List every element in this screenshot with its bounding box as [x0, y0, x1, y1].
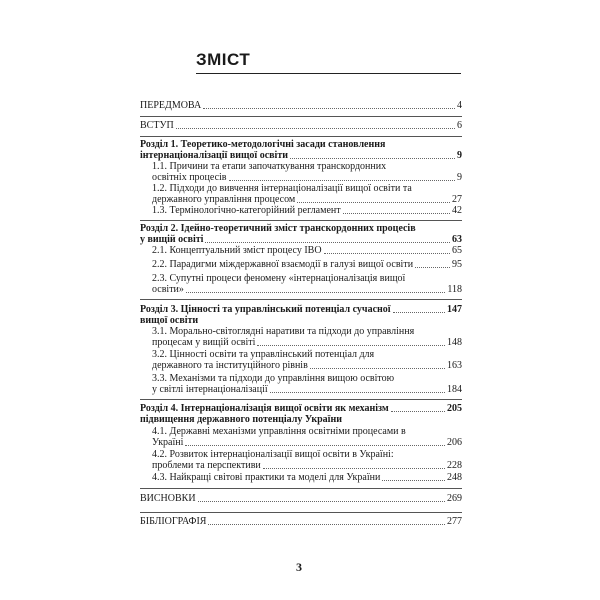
entry-title: ПЕРЕДМОВА: [140, 100, 202, 111]
separator-rule: [140, 136, 462, 137]
leader-dots: [185, 445, 445, 446]
toc-entry-1-1: [140, 172, 462, 183]
separator-rule: [140, 220, 462, 221]
toc-section-4-line1: [140, 403, 462, 414]
entry-title-cont: проблеми та перспективи: [152, 460, 261, 471]
leader-dots: [324, 253, 450, 254]
leader-dots: [382, 480, 445, 481]
toc-section-3-line2: [140, 315, 462, 326]
entry-page: 277: [447, 516, 462, 527]
entry-title: ВСТУП: [140, 120, 174, 131]
page-number: 3: [296, 560, 302, 574]
entry-page: 63: [452, 234, 462, 245]
toc-entry-4-1-line1: [140, 426, 462, 437]
toc-section-2-line1: [140, 223, 462, 234]
entry-page: 4: [457, 100, 462, 111]
leader-dots: [297, 202, 450, 203]
entry-title: Розділ 3. Цінності та управлінський потенціал сучасної: [140, 304, 391, 315]
entry-title-cont: у світлі інтернаціоналізації: [152, 384, 268, 395]
toc-entry-3-1-line1: [140, 326, 462, 337]
separator-rule: [140, 299, 462, 300]
entry-page: 269: [447, 493, 462, 504]
toc-entry-intro: [140, 120, 462, 131]
entry-title-cont: освіти»: [152, 284, 184, 295]
entry-title-cont: державного управління процесом: [152, 194, 296, 205]
entry-page: 95: [452, 259, 462, 270]
toc-entry-4-2: [140, 460, 462, 471]
toc-entry-2-3-line1: [140, 273, 462, 284]
toc-section-3-line1: [140, 304, 462, 315]
entry-title: 4.3. Найкращі світові практики та моделі для України: [152, 472, 381, 483]
entry-title: 4.2. Розвиток інтернаціоналізації вищої освіти в Україні:: [152, 449, 394, 460]
entry-title-cont: інтернаціоналізації вищої освіти: [140, 150, 289, 161]
leader-dots: [310, 368, 445, 369]
toc-entry-1-3: [140, 205, 462, 216]
entry-title-cont: Україні: [152, 437, 184, 448]
entry-title: 3.3. Механізми та підходи до управління вищою освітою: [152, 373, 395, 384]
entry-page: 9: [457, 150, 462, 161]
entry-title: 1.1. Причини та етапи започаткування транскордонних: [152, 161, 387, 172]
entry-title-cont: державного та інституційного рівнів: [152, 360, 308, 371]
entry-page: 148: [447, 337, 462, 348]
entry-title: Розділ 1. Теоретико-методологічні засади становлення: [140, 139, 386, 150]
separator-rule: [140, 116, 462, 117]
leader-dots: [205, 242, 450, 243]
toc-section-2: [140, 234, 462, 245]
entry-page: 118: [447, 284, 462, 295]
toc-entry-4-1: [140, 437, 462, 448]
entry-title: 2.1. Концептуальний зміст процесу ІВО: [152, 245, 322, 256]
toc-entry-conclusions: [140, 493, 462, 504]
entry-title: 1.2. Підходи до вивчення інтернаціоналізації вищої освіти та: [152, 183, 412, 194]
leader-dots: [186, 292, 445, 293]
entry-page: 205: [447, 403, 462, 414]
leader-dots: [415, 267, 450, 268]
entry-title-cont: підвищення державного потенціалу України: [140, 414, 342, 425]
toc-entry-4-2-line1: [140, 449, 462, 460]
toc-entry-bibliography: [140, 516, 462, 527]
leader-dots: [198, 501, 445, 502]
toc-entry-1-1-line1: [140, 161, 462, 172]
toc-entry-2-2: [140, 259, 462, 270]
toc-section-1-line1: [140, 139, 462, 150]
entry-title: 2.3. Супутні процеси феномену «інтернаціоналізація вищої: [152, 273, 406, 284]
leader-dots: [391, 411, 445, 412]
entry-page: 147: [447, 304, 462, 315]
entry-page: 42: [452, 205, 462, 216]
separator-rule: [140, 399, 462, 400]
toc-section-1: [140, 150, 462, 161]
entry-title: Розділ 4. Інтернаціоналізація вищої освіти як механізм: [140, 403, 389, 414]
leader-dots: [343, 213, 450, 214]
entry-page: 206: [447, 437, 462, 448]
entry-page: 163: [447, 360, 462, 371]
entry-title: 1.3. Термінологічно-категорійний регламент: [152, 205, 341, 216]
entry-title-cont: вищої освіти: [140, 315, 199, 326]
toc-entry-3-2-line1: [140, 349, 462, 360]
entry-title: 4.1. Державні механізми управління освітніми процесами в: [152, 426, 406, 437]
leader-dots: [176, 128, 455, 129]
leader-dots: [257, 345, 445, 346]
separator-rule: [140, 488, 462, 489]
heading-rule: [196, 73, 461, 74]
leader-dots: [270, 392, 445, 393]
entry-title-cont: освітніх процесів: [152, 172, 227, 183]
toc-entry-2-1: [140, 245, 462, 256]
toc-entry-1-2: [140, 194, 462, 205]
entry-page: 6: [457, 120, 462, 131]
entry-title: ВИСНОВКИ: [140, 493, 196, 504]
entry-page: 9: [457, 172, 462, 183]
toc-entry-3-2: [140, 360, 462, 371]
leader-dots: [229, 180, 455, 181]
entry-page: 228: [447, 460, 462, 471]
toc-entry-2-3: [140, 284, 462, 295]
entry-page: 184: [447, 384, 462, 395]
entry-page: 248: [447, 472, 462, 483]
entry-title-cont: процесам у вищій освіті: [152, 337, 256, 348]
entry-title: Розділ 2. Ідейно-теоретичний зміст транскордонних процесів: [140, 223, 416, 234]
leader-dots: [203, 108, 455, 109]
toc-heading: ЗМІСТ: [196, 50, 251, 69]
toc-entry-3-1: [140, 337, 462, 348]
entry-page: 27: [452, 194, 462, 205]
entry-title: БІБЛІОГРАФІЯ: [140, 516, 207, 527]
entry-title: 3.1. Морально-світоглядні наративи та підходи до управління: [152, 326, 415, 337]
entry-title-cont: у вищій освіті: [140, 234, 204, 245]
leader-dots: [290, 158, 455, 159]
toc-entry-3-3: [140, 384, 462, 395]
toc-entry-foreword: [140, 100, 462, 111]
separator-rule: [140, 512, 462, 513]
entry-title: 3.2. Цінності освіти та управлінський потенціал для: [152, 349, 375, 360]
toc-entry-1-2-line1: [140, 183, 462, 194]
entry-title: 2.2. Парадигми міждержавної взаємодії в галузі вищої освіти: [152, 259, 414, 270]
toc-entry-3-3-line1: [140, 373, 462, 384]
leader-dots: [263, 468, 445, 469]
toc-entry-4-3: [140, 472, 462, 483]
entry-page: 65: [452, 245, 462, 256]
leader-dots: [393, 312, 445, 313]
leader-dots: [208, 524, 445, 525]
toc-section-4-line2: [140, 414, 462, 425]
